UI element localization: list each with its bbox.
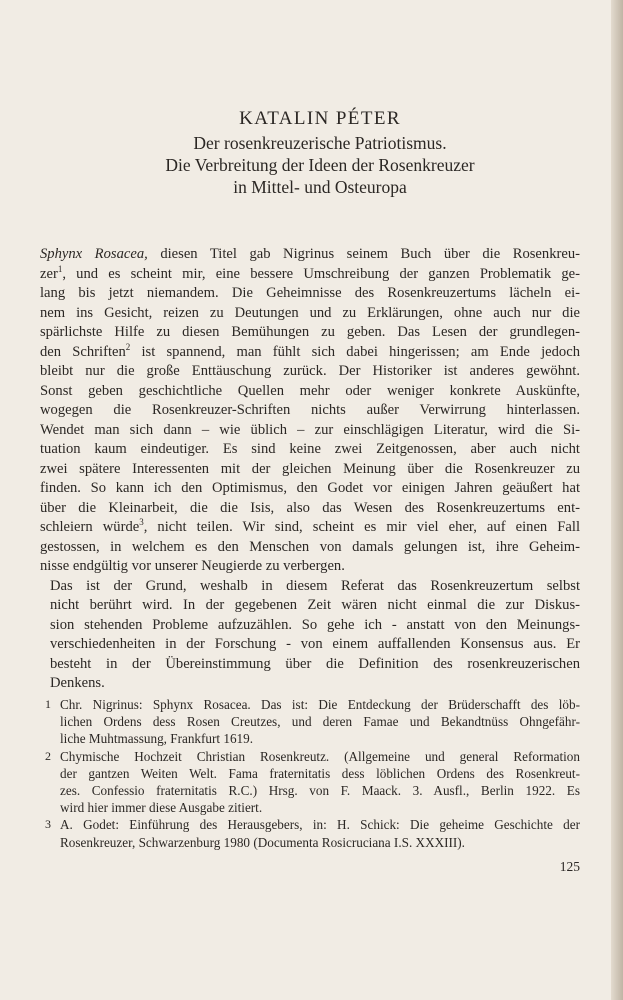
text-line: lang bis jetzt niemandem. Die Geheimnisse des Rosenkreuzertums lächeln ei-	[40, 285, 580, 301]
chapter-title-line-2: Die Verbreitung der Ideen der Rosenkreuzer	[165, 155, 475, 175]
text-line: besteht in der Übereinstimmung über die Definition des rosenkreuzerischen	[50, 655, 580, 672]
text-line: Sphynx Rosacea, diesen Titel gab Nigrinus seinem Buch über die Rosenkreu-	[40, 246, 580, 262]
footnote-line: Chr. Nigrinus: Sphynx Rosacea. Das ist: Die Entdeckung der Brüderschafft des löb-	[60, 697, 580, 712]
footnote-line: A. Godet: Einführung des Herausgebers, in: H. Schick: Die geheime Geschichte der	[60, 817, 580, 833]
footnote-1	[40, 696, 580, 748]
page-edge-shadow	[611, 0, 623, 1000]
text-line: zer$^1$, und es scheint mir, eine bessere Umschreibung der ganzen Problematik ge-	[40, 263, 580, 282]
footnote-line: der gantzen Weiten Welt. Fama fraternitatis dess löblichen Ordens des Rosenkreut-	[60, 765, 580, 781]
paragraph-1	[40, 245, 580, 577]
text-line: den Schriften$^2$ ist spannend, man fühlt sich dabei hingerissen; am Ende jedoch	[40, 341, 580, 360]
footnote-line: wird hier immer diese Ausgabe zitiert.	[60, 800, 263, 816]
text-line: sion stehenden Probleme aufzuzählen. So gehe ich - anstatt von den Meinungs-	[50, 616, 580, 633]
footnote-ref-1: 1	[57, 263, 63, 274]
footnote-number: 1	[45, 697, 51, 711]
chapter-title-line-3: in Mittel- und Osteuropa	[233, 177, 407, 197]
footnote-2	[40, 748, 580, 817]
footnote-line: Chymische Hochzeit Christian Rosenkreutz. (Allgemeine und general Reformation	[60, 748, 580, 764]
footnote-number: 2	[45, 748, 51, 763]
text-line: tuation kaum eindeutiger. Es sind keine zwei Zeitgenossen, aber auch nicht	[40, 441, 580, 457]
text-line: zwei spätere Interessenten mit der gleichen Meinung über die Rosenkreuzer zu	[40, 460, 580, 477]
book-title-italic: Sphynx Rosacea,	[40, 246, 148, 262]
text-line: bleibt nur die große Enttäuschung zurück. Der Historiker ist anderes gewöhnt.	[40, 363, 580, 379]
page-number: 125	[559, 859, 580, 874]
text-line: nicht berührt wird. In der gegebenen Zeit wären nicht einmal die zur Diskus-	[50, 597, 580, 613]
chapter-header	[60, 108, 580, 198]
text-line: spärlichste Hilfe zu diesen Bemühungen zu geben. Das Lesen der grundlegen-	[40, 324, 580, 340]
text-line: Wendet man sich dann – wie üblich – zur einschlägigen Literatur, wird die Si-	[40, 421, 580, 438]
text-line: über die Kleinarbeit, die die Isis, also das Wesen des Rosenkreuzertums ent-	[40, 499, 580, 516]
footnotes	[40, 696, 580, 851]
chapter-title-line-1: Der rosenkreuzerische Patriotismus.	[193, 133, 447, 153]
text-line: nem ins Gesicht, reizen zu Deutungen und zu Erklärungen, ohne auch nur die	[40, 304, 580, 321]
footnote-ref-2: 2	[125, 341, 131, 352]
text-line: schleiern würde$^3$, nicht teilen. Wir sind, scheint es mir viel eher, auf einen Fall	[40, 517, 581, 535]
text-line: finden. So kann ich den Optimismus, den Godet vor einigen Jahren geäußert hat	[40, 480, 580, 496]
text-line: wogegen die Rosenkreuzer-Schriften nichts außer Verwirrung hinterlassen.	[40, 402, 580, 418]
paragraph-2	[40, 577, 580, 694]
footnote-ref-3: 3	[139, 517, 144, 528]
footnote-line: lichen Ordens dess Rosen Creutzes, und deren Famae und Bekandtnüss Ohngefähr-	[60, 714, 580, 730]
footnote-line: Rosenkreuzer, Schwarzenburg 1980 (Documenta Rosicruciana I.S. XXXIII).	[60, 834, 465, 850]
author-name: KATALIN PÉTER	[239, 108, 401, 129]
text-line: Denkens.	[50, 675, 105, 691]
text-line: Das ist der Grund, weshalb in diesem Referat das Rosenkreuzertum selbst	[50, 577, 580, 594]
text-line: gestossen, in welchem es den Menschen von damals gelungen ist, ihre Geheim-	[40, 538, 580, 555]
footnote-number: 3	[45, 817, 51, 832]
text-line: nisse endgültig vor unserer Neugierde zu verbergen.	[40, 558, 345, 574]
footnote-3	[40, 816, 580, 850]
body-text	[40, 245, 580, 694]
text-line: verschiedenheiten in der Forschung - von einem auffallenden Konsensus aus. Er	[50, 636, 580, 652]
footnote-line: zes. Confessio fraternitatis R.C.) Hrsg. von F. Maack. 3. Ausfl., Berlin 1922. Es	[60, 783, 580, 799]
footnote-line: liche Muhtmassung, Frankfurt 1619.	[60, 731, 254, 747]
text-line: Sonst geben geschichtliche Quellen mehr oder weniger konkrete Auskünfte,	[40, 382, 580, 399]
